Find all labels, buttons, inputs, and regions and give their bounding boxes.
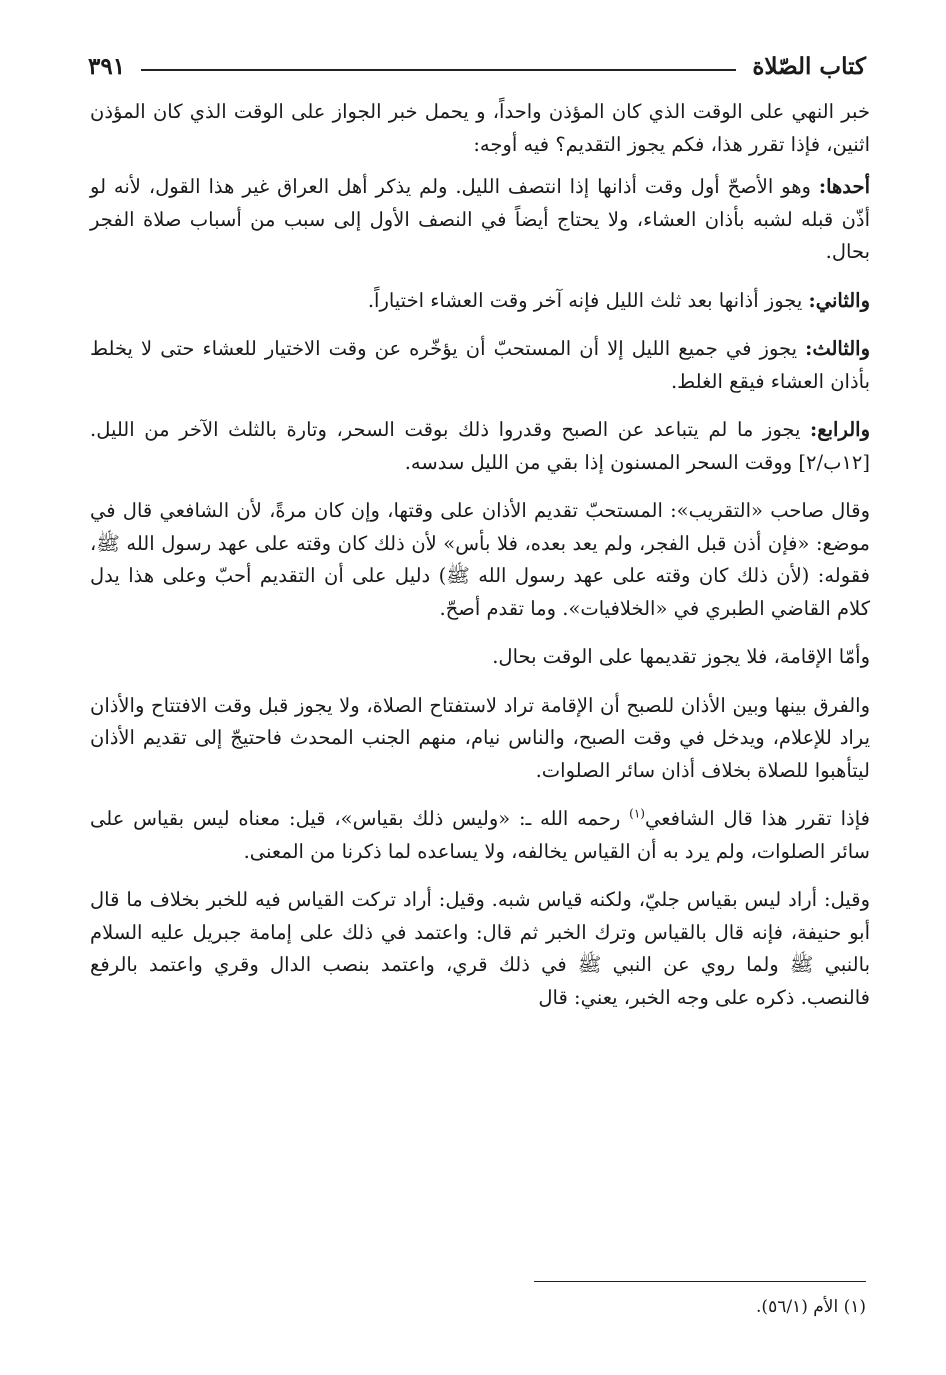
paragraph [90, 641, 870, 674]
paragraph-text: يجوز ما لم يتباعد عن الصبح وقدروا ذلك بوقت السحر، وتارة بالثلث الآخر من الليل. [١٢ب/٢] ووقت السحر المسنون إذا بقي من الليل سدسه. [90, 418, 870, 474]
paragraph-text: وهو الأصحّ أول وقت أذانها إذا انتصف الليل. ولم يذكر أهل العراق غير هذا القول، لأنه لو أذّن قبله لشبه بأذان العشاء، ولا يحتاج أيضاً في النصف الأول إلى سبب من أسباب صلاة الفجر بحال. [90, 175, 870, 263]
paragraph [90, 333, 870, 398]
paragraph-text: رحمه الله ـ: «وليس ذلك بقياس»، قيل: معناه ليس بقياس على سائر الصلوات، ولم يرد به أن القياس يخالفه، ولا يساعده لما ذكرنا من المعنى. [90, 807, 870, 863]
paragraph-text: يجوز في جميع الليل إلا أن المستحبّ أن يؤخّره عن وقت الاختيار للعشاء حتى لا يخلط بأذان العشاء فيقع الغلط. [90, 337, 870, 393]
paragraph [90, 884, 870, 1014]
paragraph [90, 690, 870, 788]
paragraph-text: خبر النهي على الوقت الذي كان المؤذن واحداً، و يحمل خبر الجواز على الوقت الذي كان المؤذن اثنين، فإذا تقرر هذا، فكم يجوز التقديم؟ فيه أوجه: [90, 100, 870, 156]
chapter-title: كتاب الصّلاة [752, 52, 866, 80]
paragraph-text: وأمّا الإقامة، فلا يجوز تقديمها على الوقت بحال. [492, 645, 870, 668]
footnote-number: (١) [843, 1297, 866, 1317]
paragraph [90, 171, 870, 269]
paragraph-text: وقيل: أراد ليس بقياس جليّ، ولكنه قياس شبه. وقيل: أراد تركت القياس فيه للخبر بخلاف ما قال أبو حنيفة، فإنه قال بالقياس وترك الخبر ثم قال: واعتمد في ذلك على إمامة جبريل عليه السلام بالنبي ﷺ ولما روي عن النبي ﷺ في ذلك قري، واعتمد بنصب الدال وقري واعتمد بالرفع فالنصب. ذكره على وجه الخبر، يعني: قال [90, 888, 870, 1009]
paragraph-text: يجوز أذانها بعد ثلث الليل فإنه آخر وقت العشاء اختياراً. [367, 288, 803, 312]
paragraph [90, 414, 870, 479]
footnote-reference: (١) [629, 806, 645, 821]
paragraph-lead: والثاني: [808, 288, 870, 312]
paragraph-lead: والثالث: [805, 337, 871, 360]
paragraph-text: وقال صاحب «التقريب»: المستحبّ تقديم الأذان على وقتها، وإن كان مرةً، لأن الشافعي قال في موضع: «فإن أذن قبل الفجر، ولم يعد بعده، فلا بأس» لأن ذلك كان وقته على عهد رسول الله ﷺ، فقوله: (لأن ذلك كان وقته على عهد رسول الله ﷺ) دليل على أن التقديم أحبّ وعلى هذا يدل كلام القاضي الطبري في «الخلافيات». وما تقدم أصحّ. [90, 499, 870, 620]
page-body [90, 96, 870, 1030]
footnote-text: الأم (٥٦/١). [756, 1297, 839, 1317]
footnote [500, 1294, 866, 1320]
paragraph-lead: أحدها: [818, 175, 871, 198]
page-number: ٣٩١ [88, 52, 126, 80]
footnote-separator [534, 1281, 866, 1282]
paragraph [90, 285, 870, 318]
page-header [88, 46, 866, 86]
paragraph-text: والفرق بينها وبين الأذان للصبح أن الإقامة تراد لاستفتاح الصلاة، ولا يجوز قبل وقت الافتتاح والأذان يراد للإعلام، ويدخل في وقت الصبح، والناس نيام، منهم الجنب المحدث فاحتيجّ إلى تقديم الأذان ليتأهبوا للصلاة بخلاف أذان سائر الصلوات. [90, 693, 870, 782]
header-rule [141, 69, 736, 71]
paragraph-lead: والرابع: [810, 418, 870, 441]
paragraph-text: فإذا تقرر هذا قال الشافعي [644, 807, 871, 830]
paragraph [90, 803, 870, 868]
paragraph [90, 495, 870, 625]
paragraph [90, 96, 870, 161]
